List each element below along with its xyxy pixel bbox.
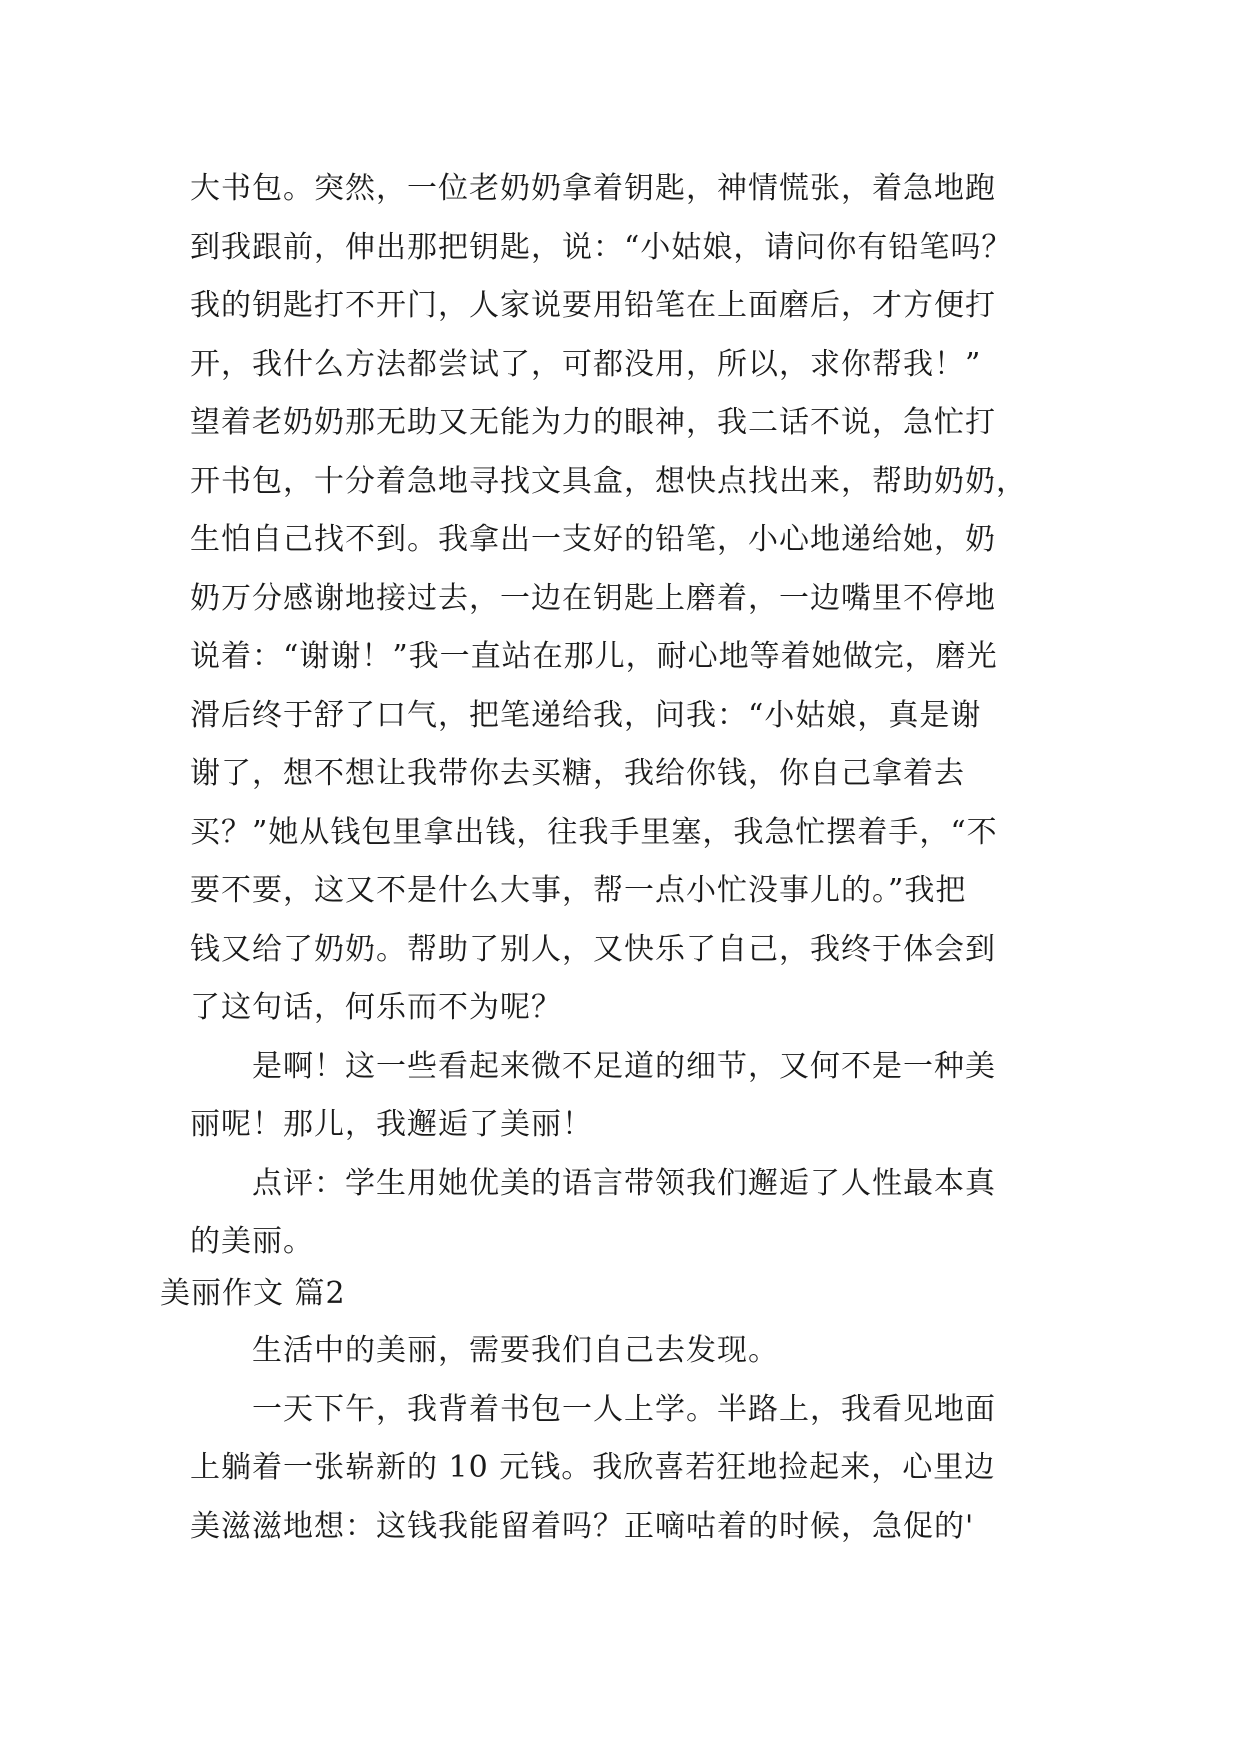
text-line: 生怕自己找不到。我拿出一支好的铅笔，小心地递给她，奶 — [190, 522, 996, 557]
text-line: 上躺着一张崭新的 10 元钱。我欣喜若狂地捡起来，心里边 — [190, 1450, 996, 1485]
text-line: 买？”她从钱包里拿出钱，往我手里塞，我急忙摆着手，“不 — [190, 814, 998, 850]
text-line: 丽呢！那儿，我邂逅了美丽！ — [190, 1107, 593, 1142]
text-line: 了这句话，何乐而不为呢？ — [190, 990, 562, 1025]
text-line: 开，我什么方法都尝试了，可都没用，所以，求你帮我！” — [190, 346, 982, 382]
comment-start-line: 点评：学生用她优美的语言带领我们邂逅了人性最本真 — [252, 1165, 996, 1201]
text-line: 要不要，这又不是什么大事，帮一点小忙没事儿的。”我把 — [190, 873, 967, 908]
text-line: 的美丽。 — [190, 1224, 314, 1259]
paragraph-start-line: 生活中的美丽，需要我们自己去发现。 — [252, 1333, 779, 1368]
essay-heading: 美丽作文 篇2 — [160, 1276, 346, 1311]
paragraph-start-line: 是啊！这一些看起来微不足道的细节，又何不是一种美 — [252, 1048, 996, 1084]
text-line: 我的钥匙打不开门，人家说要用铅笔在上面磨后，才方便打 — [190, 288, 996, 323]
essay-body-part1 — [190, 160, 1070, 1272]
text-line: 奶万分感谢地接过去，一边在钥匙上磨着，一边嘴里不停地 — [190, 580, 996, 616]
text-line: 开书包，十分着急地寻找文具盒，想快点找出来，帮助奶奶， — [190, 463, 1027, 499]
paragraph-start-line: 一天下午，我背着书包一人上学。半路上，我看见地面 — [252, 1391, 996, 1427]
text-line: 到我跟前，伸出那把钥匙，说：“小姑娘，请问你有铅笔吗？ — [190, 229, 1013, 265]
text-line: 钱又给了奶奶。帮助了别人，又快乐了自己，我终于体会到 — [190, 931, 996, 967]
text-line: 谢了，想不想让我带你去买糖，我给你钱，你自己拿着去 — [190, 756, 965, 791]
text-line: 望着老奶奶那无助又无能为力的眼神，我二话不说，急忙打 — [190, 405, 996, 440]
essay-body-part2 — [190, 1322, 1070, 1556]
text-line: 说着：“谢谢！”我一直站在那儿，耐心地等着她做完，磨光 — [190, 639, 998, 674]
text-line: 美滋滋地想：这钱我能留着吗？正嘀咕着的时候，急促的' — [190, 1508, 975, 1544]
text-line: 滑后终于舒了口气，把笔递给我，问我：“小姑娘，真是谢 — [190, 697, 982, 733]
text-line: 大书包。突然，一位老奶奶拿着钥匙，神情慌张，着急地跑 — [190, 171, 996, 206]
